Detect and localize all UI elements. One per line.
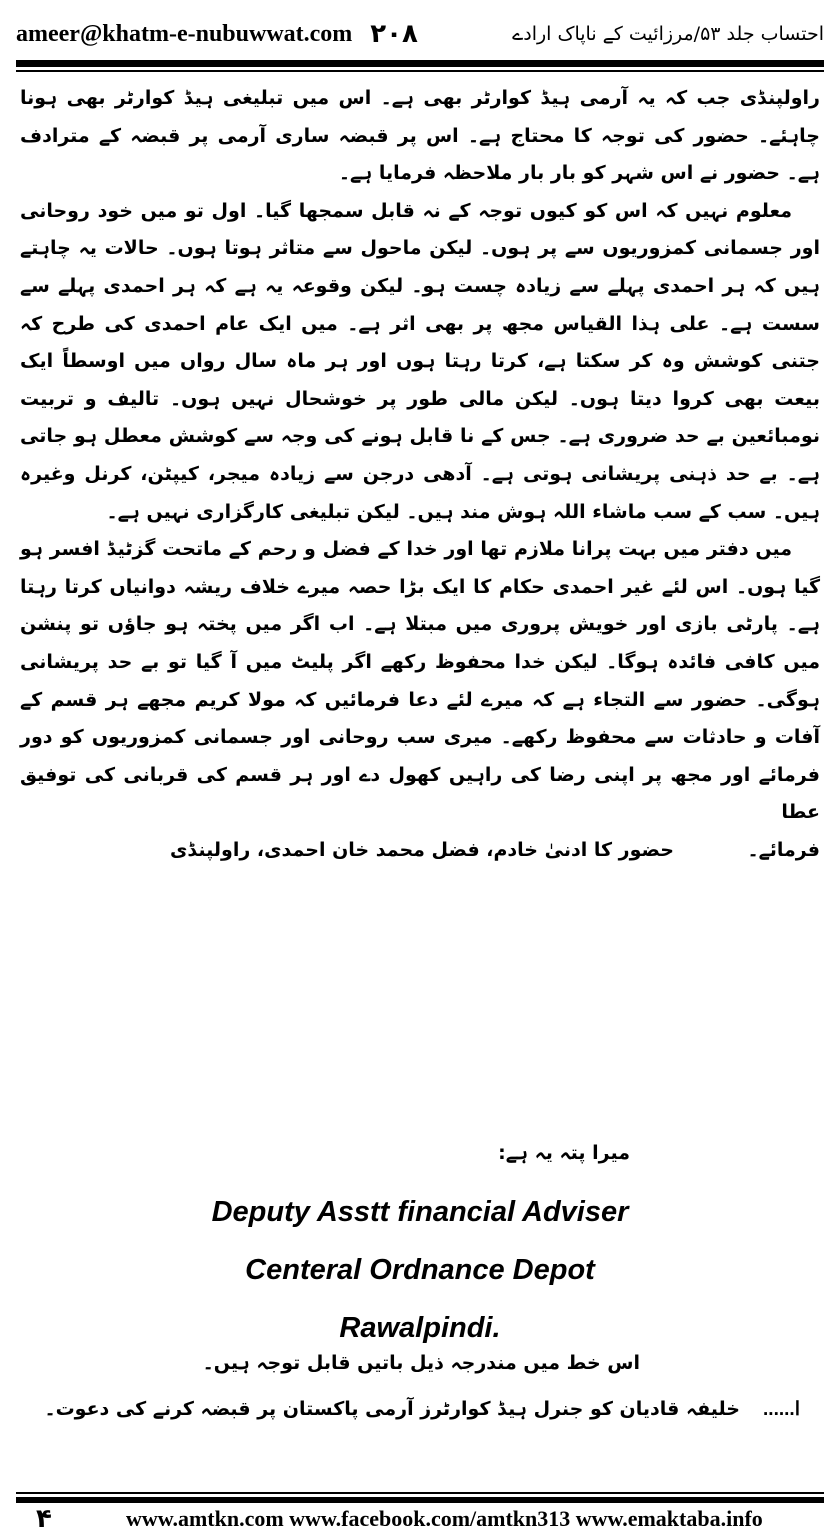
header-page-number: ۲۰۸ (370, 19, 418, 49)
address-intro: میرا پتہ یہ ہے: (498, 1142, 630, 1164)
footer-urls: www.amtkn.com www.facebook.com/amtkn313 www.emaktaba.info (126, 1506, 763, 1531)
footer-page-number: ۴ (36, 1504, 52, 1534)
header-rule-thin (16, 70, 824, 72)
footer-rule-thin (16, 1492, 824, 1494)
paragraph-3: میں دفتر میں بہت پرانا ملازم تھا اور خدا کے فضل و رحم کے ماتحت گزٹیڈ افسر ہو گیا ہوں۔ اس لئے غیر احمدی حکام کا ایک بڑا حصہ میرے خلاف ریشہ دوانیاں کرتا رہتا ہے۔ پارٹی بازی اور خویش پروری میں مبتلا ہے۔ اب اگر میں پختہ ہو جاؤں تو پنشن میں کافی فائدہ ہوگا۔ لیکن خدا محفوظ رکھے اگر پلیٹ میں آ گیا تو بے حد پریشانی ہوگی۔ حضور سے التجاء ہے کہ میرے لئے دعا فرمائیں کہ مولا کریم مجھے ہر قسم کے آفات و حادثات سے محفوظ رکھے۔ میری سب روحانی اور جسمانی کمزوریوں کو دور فرمائے اور مجھ پر اپنی رضا کی راہیں کھول دے اور ہر قسم کی قربانی کی توفیق عطا (20, 538, 820, 824)
notes-item-1: خلیفہ قادیان کو جنرل ہیڈ کوارٹرز آرمی پاکستان پر قبضہ کرنے کی دعوت۔ (44, 1398, 740, 1420)
page-footer (16, 1500, 824, 1538)
header-book-title: احتساب جلد ۵۳/مرزائیت کے ناپاک ارادے (512, 23, 824, 45)
address-line-3: Rawalpindi. (339, 1312, 501, 1344)
page-header (16, 14, 824, 54)
letter-body (20, 80, 820, 869)
notes-intro: اس خط میں مندرجہ ذیل باتیں قابل توجہ ہیں۔ (202, 1352, 640, 1374)
header-email: ameer@khatm-e-nubuwwat.com (16, 20, 353, 47)
paragraph-2: معلوم نہیں کہ اس کو کیوں توجہ کے نہ قابل سمجھا گیا۔ اول تو میں خود روحانی اور جسمانی کمزوریوں سے پر ہوں۔ لیکن ماحول سے متاثر ہوتا ہوں۔ حالات یہ چاہتے ہیں کہ ہر احمدی پہلے سے زیادہ چست ہو۔ لیکن وقوعہ یہ ہے کہ ہر احمدی پہلے سے سست ہے۔ علی ہذا القیاس مجھ پر بھی اثر ہے۔ میں ایک عام احمدی کی طرح کہ جتنی کوشش وہ کر سکتا ہے، کرتا رہتا ہوں اور ہر ماہ سال رواں میں اوسطاً ایک بیعت بھی کروا دیتا ہوں۔ لیکن مالی طور پر خوشحال نہیں ہوں۔ تالیف و تربیت نومبائعین بے حد ضروری ہے۔ جس کے نا قابل ہونے کی وجہ سے کوشش معطل ہو جاتی ہے۔ بے حد ذہنی پریشانی ہوتی ہے۔ آدھی درجن سے زیادہ میجر، کیپٹن، کرنل وغیرہ ہیں۔ سب کے سب ماشاء اللہ ہوش مند ہیں۔ لیکن تبلیغی کارگزاری نہیں ہے۔ (20, 199, 820, 523)
signature: حضور کا ادنیٰ خادم، فضل محمد خان احمدی، راولپنڈی (170, 838, 674, 861)
paragraph-1: راولپنڈی جب کہ یہ آرمی ہیڈ کوارٹر بھی ہے۔ اس میں تبلیغی ہیڈ کوارٹر بھی ہونا چاہئے۔ حضور کی توجہ کا محتاج ہے۔ اس پر قبضہ ساری آرمی پر قبضہ کے مترادف ہے۔ حضور نے اس شہر کو بار بار ملاحظہ فرمایا ہے۔ (20, 87, 820, 185)
notes-item-1-marker: ......ا (763, 1399, 800, 1420)
address-block (0, 1188, 840, 1362)
header-left (16, 19, 418, 49)
signature-line (20, 832, 820, 870)
address-line-1: Deputy Asstt financial Adviser (211, 1196, 629, 1228)
address-line-2: Centeral Ordnance Depot (245, 1254, 595, 1286)
header-rule-thick (16, 60, 824, 67)
closing-word: فرمائے۔ (747, 838, 820, 861)
